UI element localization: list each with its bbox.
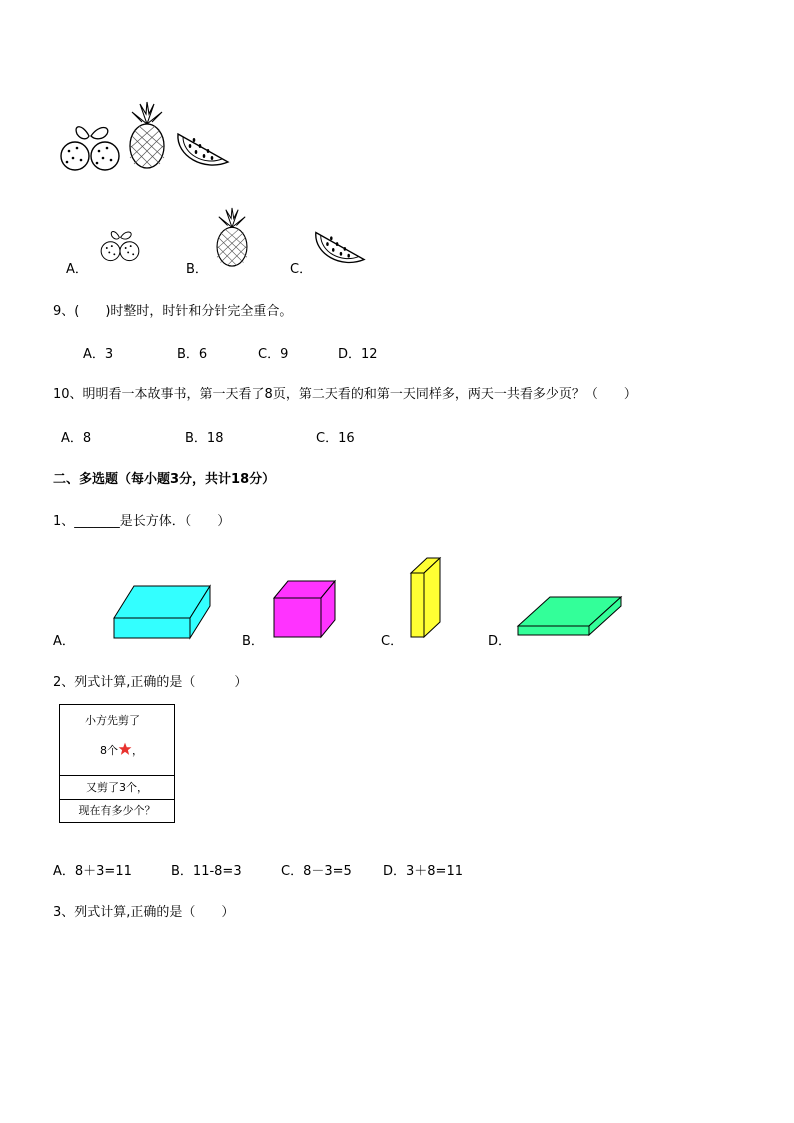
m1-option-d-label[interactable]: D． xyxy=(488,634,512,649)
fruit-option-c-label: C． xyxy=(290,262,313,277)
question-9-text: 9、( )时整时，时针和分针完全重合。 xyxy=(53,304,293,319)
q9-option-d[interactable]: D．12 xyxy=(338,347,378,362)
q10-option-b[interactable]: B．18 xyxy=(185,431,224,446)
m2-option-b[interactable]: B．11-8=3 xyxy=(171,864,242,879)
pineapple-icon xyxy=(122,100,172,170)
multi-question-1-text: 1、_______是长方体．（ ） xyxy=(53,514,231,529)
section-2-heading: 二、多选题（每小题3分，共计18分） xyxy=(53,472,276,487)
watermelon-icon xyxy=(312,224,368,270)
m2-option-d[interactable]: D．3＋8=11 xyxy=(383,864,463,879)
m1-option-a-label[interactable]: A． xyxy=(53,634,75,649)
q10-option-a[interactable]: A．8 xyxy=(61,431,92,446)
multi-question-3-text: 3、列式计算,正确的是（ ） xyxy=(53,905,235,920)
watermelon-icon xyxy=(174,126,232,172)
fruit-option-a-label: A． xyxy=(66,262,88,277)
q10-option-c[interactable]: C．16 xyxy=(316,431,355,446)
word-problem-top-cell xyxy=(60,705,174,775)
word-problem-count: 8个 xyxy=(100,744,118,757)
word-problem-box xyxy=(59,704,175,823)
question-10-text: 10、明明看一本故事书，第一天看了8页，第二天看的和第一天同样多，两天一共看多少页？（ ） xyxy=(53,387,637,402)
m1-option-c-label[interactable]: C． xyxy=(381,634,404,649)
cyan-cuboid-shape xyxy=(113,585,213,639)
yellow-tall-cuboid-shape xyxy=(410,557,442,639)
word-problem-line-2 xyxy=(100,740,143,758)
q9-option-c[interactable]: C．9 xyxy=(258,347,289,362)
word-problem-line-1: 小方先剪了 xyxy=(85,714,140,727)
q9-option-a[interactable]: A．3 xyxy=(83,347,114,362)
pineapple-icon xyxy=(210,204,254,270)
green-flat-cuboid-shape xyxy=(517,596,623,638)
m2-option-c[interactable]: C．8－3=5 xyxy=(281,864,352,879)
word-problem-comma: ， xyxy=(132,744,143,757)
lychee-icon xyxy=(55,118,125,188)
magenta-cube-shape xyxy=(273,580,337,638)
multi-question-2-text: 2、列式计算,正确的是（ ） xyxy=(53,675,248,690)
m1-option-b-label[interactable]: B． xyxy=(242,634,264,649)
star-icon xyxy=(118,742,132,756)
lychee-icon xyxy=(90,226,150,270)
q9-option-b[interactable]: B．6 xyxy=(177,347,208,362)
m2-option-a[interactable]: A．8＋3=11 xyxy=(53,864,132,879)
word-problem-line-3: 又剪了3个， xyxy=(60,775,174,799)
fruit-option-b-label: B． xyxy=(186,262,208,277)
word-problem-line-4: 现在有多少个？ xyxy=(60,799,174,822)
